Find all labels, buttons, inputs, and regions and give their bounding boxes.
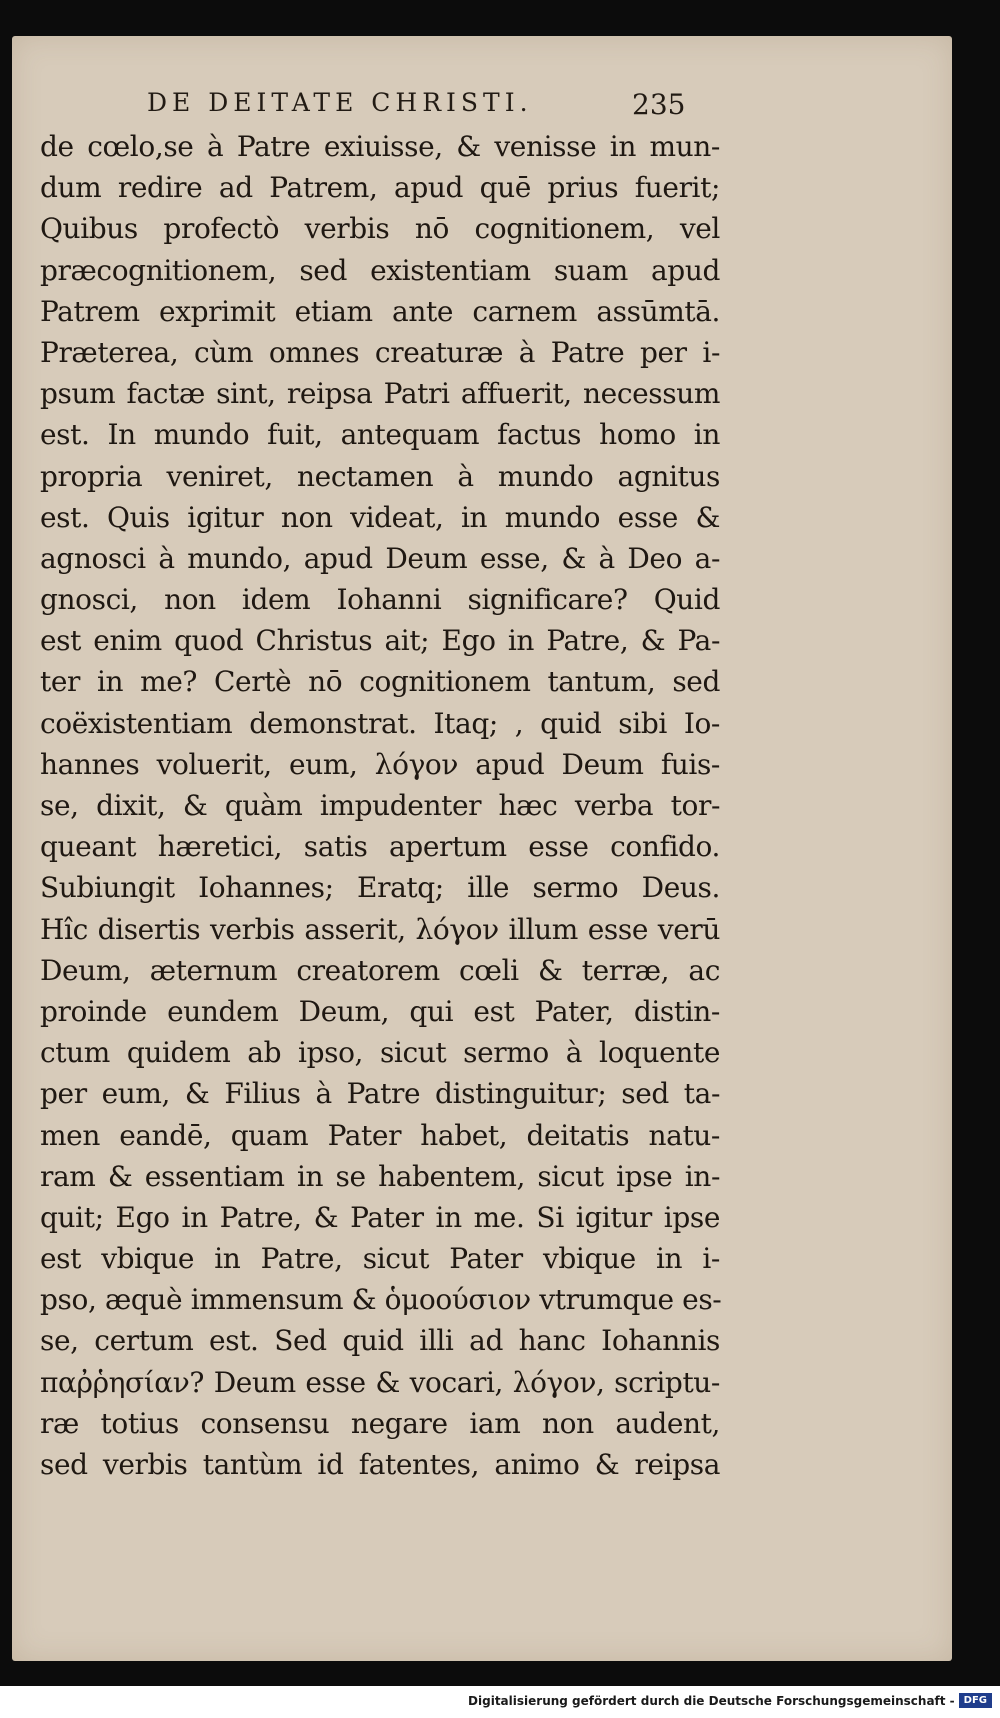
text-line: ram & essentiam in se habentem, sicut ipse in- [40,1159,720,1193]
text-line: Quibus profectò verbis nō cognitionem, vel [40,212,720,246]
text-line: quit; Ego in Patre, & Pater in me. Si igitur ipse [40,1200,720,1234]
text-line: ctum quidem ab ipso, sicut sermo à loquente [40,1036,720,1070]
text-line: dum redire ad Patrem, apud quē prius fuerit; [40,171,720,205]
text-line: psum factæ sint, reipsa Patri affuerit, necessum [40,377,720,411]
text-line: ter in me? Certè nō cognitionem tantum, sed [40,665,720,699]
text-line: est. Quis igitur non videat, in mundo esse & [40,500,720,534]
text-line: est enim quod Christus ait; Ego in Patre, & Pa- [40,624,720,658]
text-line: se, dixit, & quàm impudenter hæc verba tor- [40,789,720,822]
text-line: men eandē, quam Pater habet, deitatis natu- [40,1118,720,1152]
text-line: ræ totius consensu negare iam non audent, [40,1406,720,1440]
text-line: præcognitionem, sed existentiam suam apud [40,253,720,287]
text-line: est. In mundo fuit, antequam factus homo in [40,418,720,452]
book-page [12,36,952,1661]
text-line: est vbique in Patre, sicut Pater vbique in i- [40,1242,720,1276]
text-line: Præterea, cùm omnes creaturæ à Patre per i- [40,335,720,369]
text-line: Patrem exprimit etiam ante carnem assūmtā. [40,294,720,328]
text-line: sed verbis tantùm id fatentes, animo & reipsa [40,1448,720,1481]
digitization-footer [468,1693,992,1708]
footer-text: Digitalisierung gefördert durch die Deutsche Forschungsgemeinschaft - [468,1693,955,1708]
text-line: se, certum est. Sed quid illi ad hanc Iohannis [40,1324,720,1358]
text-line: παῤῥησίαν? Deum esse & vocari, λόγον, scriptu- [40,1365,720,1399]
text-line: Hîc disertis verbis asserit, λόγον illum esse verū [40,912,720,946]
text-line: de cœlo,se à Patre exiuisse, & venisse in mun- [40,130,720,163]
text-line: Deum, æternum creatorem cœli & terræ, ac [40,953,720,987]
text-line: proinde eundem Deum, qui est Pater, distin- [40,994,720,1028]
text-line: pso, æquè immensum & ὁμοούσιον vtrumque es- [40,1283,722,1317]
page-number: 235 [632,88,686,121]
text-line: coëxistentiam demonstrat. Itaq; , quid sibi Io- [40,706,720,740]
dfg-logo: DFG [959,1693,992,1708]
text-line: Subiungit Iohannes; Eratq; ille sermo Deus. [40,871,720,905]
running-head: DE DEITATE CHRISTI. [147,88,533,117]
text-line: queant hæretici, satis apertum esse confido. [40,830,720,864]
text-line: agnosci à mundo, apud Deum esse, & à Deo a- [40,541,720,575]
text-line: hannes voluerit, eum, λόγον apud Deum fuis- [40,747,720,781]
text-line: propria veniret, nectamen à mundo agnitus [40,459,720,493]
text-line: per eum, & Filius à Patre distinguitur; sed ta- [40,1077,720,1111]
text-line: gnosci, non idem Iohanni significare? Quid [40,583,720,617]
body-text [40,126,720,1485]
